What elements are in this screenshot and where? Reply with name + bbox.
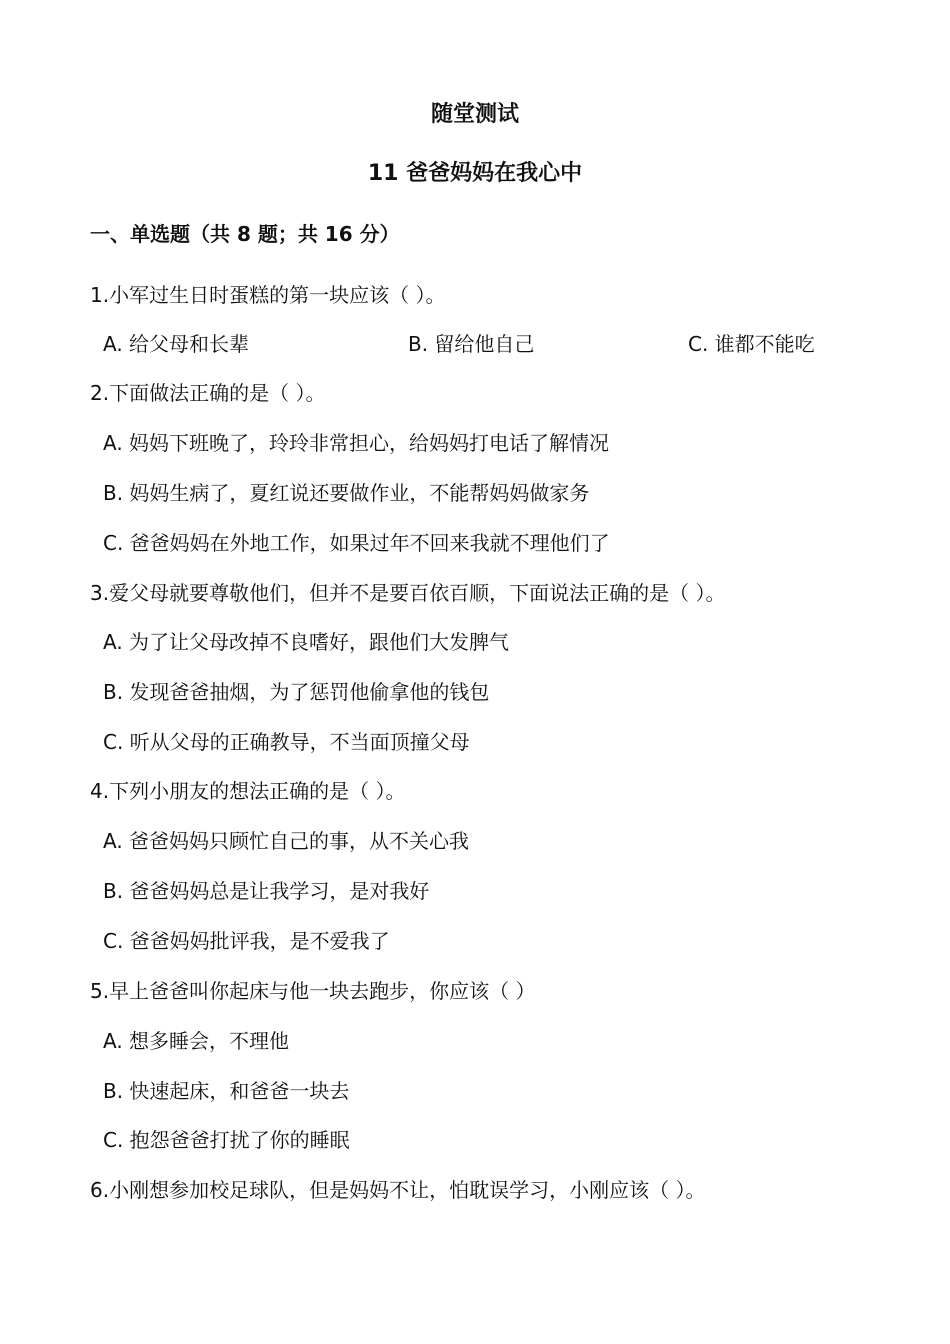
question-4-stem: 4.下列小朋友的想法正确的是（ ）。 [90, 779, 406, 803]
question-3-stem: 3.爱父母就要尊敬他们，但并不是要百依百顺，下面说法正确的是（ ）。 [90, 581, 726, 605]
question-4-option-c: C. 爸爸妈妈批评我，是不爱我了 [103, 929, 390, 953]
question-1-option-b: B. 留给他自己 [408, 332, 535, 356]
question-5-stem: 5.早上爸爸叫你起床与他一块去跑步，你应该（ ） [90, 979, 536, 1003]
question-2-option-c: C. 爸爸妈妈在外地工作，如果过年不回来我就不理他们了 [103, 531, 610, 555]
question-2-stem: 2.下面做法正确的是（ ）。 [90, 381, 326, 405]
question-4-option-b: B. 爸爸妈妈总是让我学习，是对我好 [103, 879, 430, 903]
question-3-option-a: A. 为了让父母改掉不良嗜好，跟他们大发脾气 [103, 630, 510, 654]
question-5-option-a: A. 想多睡会，不理他 [103, 1029, 290, 1053]
lesson-title: 11 爸爸妈妈在我心中 [367, 161, 583, 186]
question-2-option-b: B. 妈妈生病了，夏红说还要做作业，不能帮妈妈做家务 [103, 481, 590, 505]
question-6-stem: 6.小刚想参加校足球队，但是妈妈不让，怕耽误学习，小刚应该（ ）。 [90, 1178, 706, 1202]
question-1-stem: 1.小军过生日时蛋糕的第一块应该（ ）。 [90, 283, 446, 307]
question-1-option-c: C. 谁都不能吃 [688, 332, 815, 356]
question-4-option-a: A. 爸爸妈妈只顾忙自己的事，从不关心我 [103, 829, 470, 853]
question-1-option-a: A. 给父母和长辈 [103, 332, 250, 356]
question-2-option-a: A. 妈妈下班晚了，玲玲非常担心，给妈妈打电话了解情况 [103, 431, 610, 455]
document-title: 随堂测试 [430, 102, 519, 127]
section-heading: 一、单选题（共 8 题；共 16 分） [90, 222, 400, 246]
question-5-option-b: B. 快速起床，和爸爸一块去 [103, 1079, 350, 1103]
question-5-option-c: C. 抱怨爸爸打扰了你的睡眠 [103, 1128, 350, 1152]
question-3-option-b: B. 发现爸爸抽烟，为了惩罚他偷拿他的钱包 [103, 680, 490, 704]
question-3-option-c: C. 听从父母的正确教导，不当面顶撞父母 [103, 730, 470, 754]
